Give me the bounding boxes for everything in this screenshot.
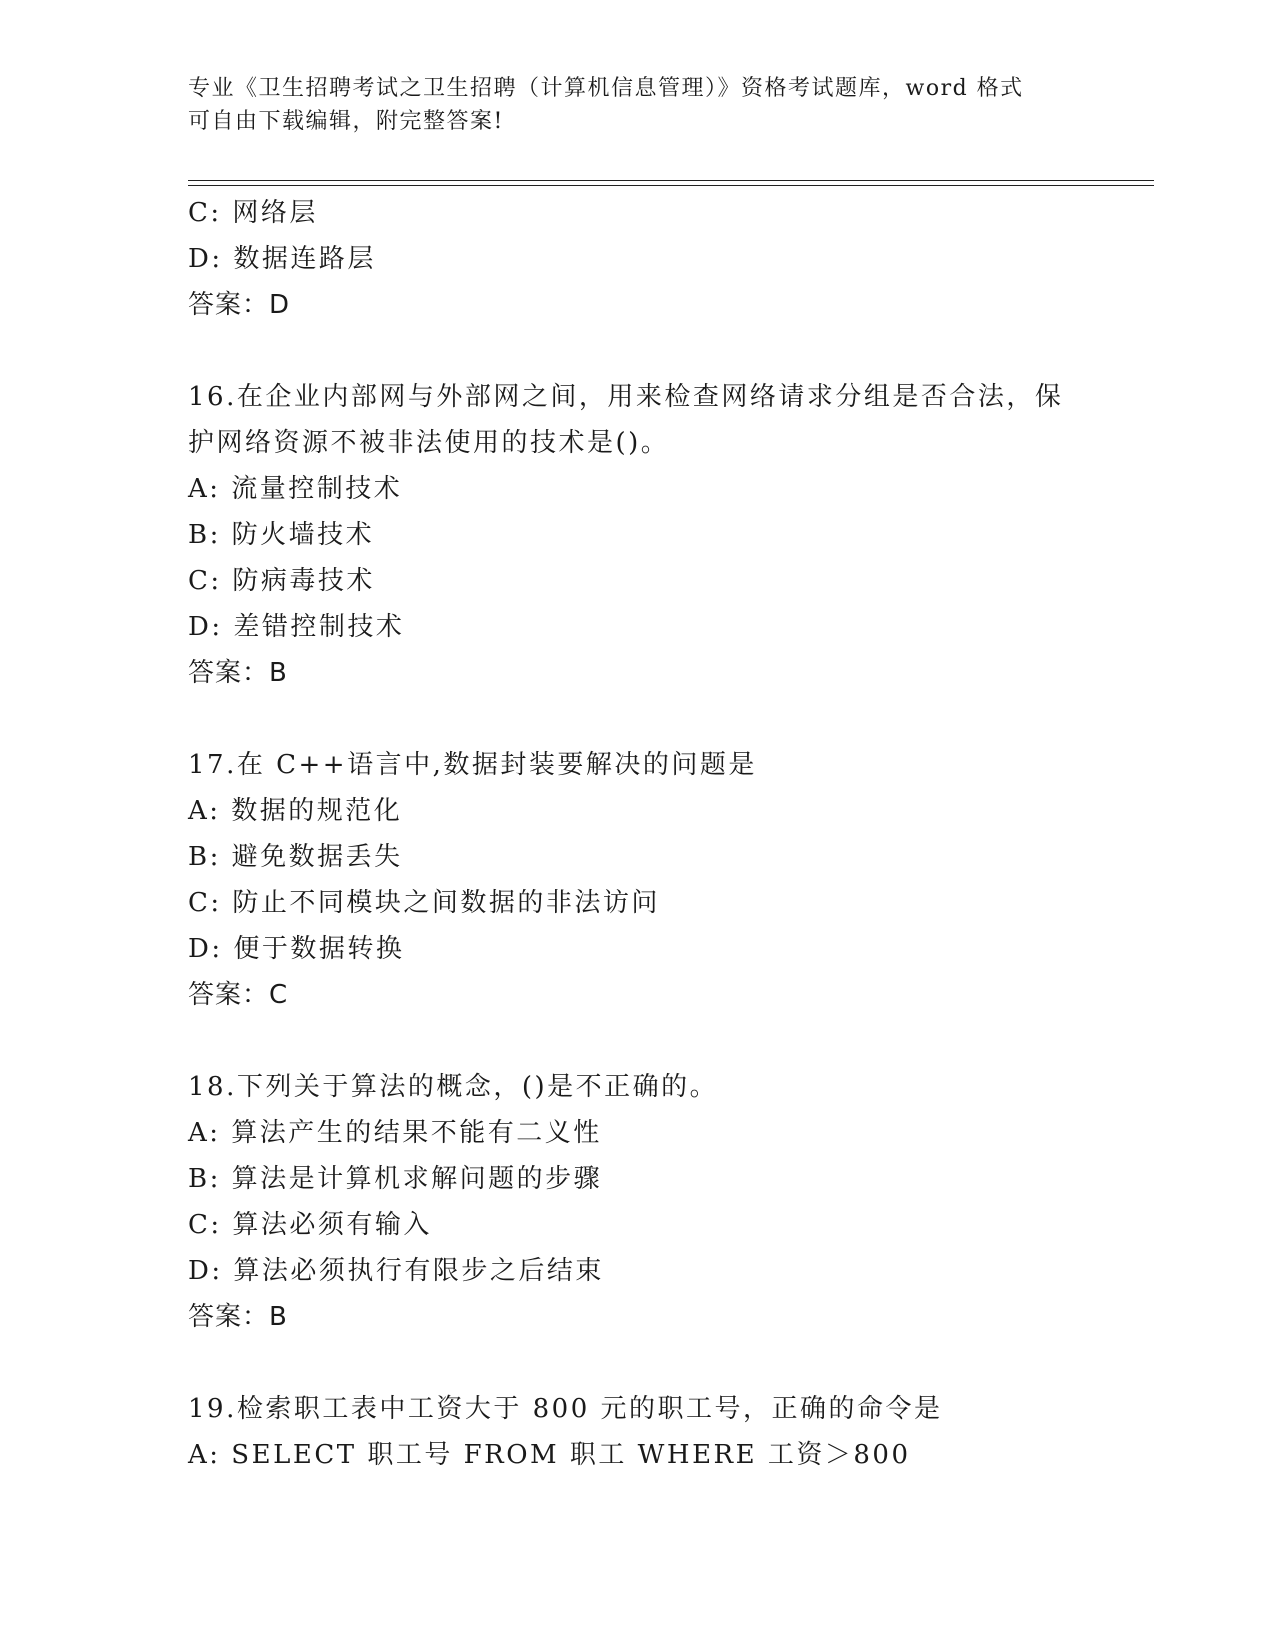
question-16-answer: 答案：B xyxy=(188,658,288,688)
document-header xyxy=(188,72,1088,138)
question-16-option-d: D: 差错控制技术 xyxy=(188,612,405,642)
question-17-option-a: A: 数据的规范化 xyxy=(188,796,403,826)
question-18-option-b: B: 算法是计算机求解问题的步骤 xyxy=(188,1164,603,1194)
answer-label: 答案：D xyxy=(188,290,291,320)
option-d: D: 数据连路层 xyxy=(188,244,376,274)
question-18-option-d: D: 算法必须执行有限步之后结束 xyxy=(188,1256,604,1286)
spacer xyxy=(188,1018,1088,1064)
header-line-2: 可自由下载编辑，附完整答案! xyxy=(188,109,504,134)
question-17-answer: 答案：C xyxy=(188,980,289,1010)
question-18-option-a: A: 算法产生的结果不能有二义性 xyxy=(188,1118,602,1148)
question-list xyxy=(188,190,1088,1478)
question-16-text-line-1: 16.在企业内部网与外部网之间，用来检查网络请求分组是否合法，保 xyxy=(188,382,1064,412)
question-16-option-c: C: 防病毒技术 xyxy=(188,566,375,596)
question-18-text: 18.下列关于算法的概念，()是不正确的。 xyxy=(188,1072,719,1102)
question-17-text: 17.在 C++语言中,数据封装要解决的问题是 xyxy=(188,750,757,780)
question-17-option-d: D: 便于数据转换 xyxy=(188,934,405,964)
question-16-text-line-2: 护网络资源不被非法使用的技术是()。 xyxy=(188,428,670,458)
header-rule-bottom xyxy=(188,185,1154,186)
question-17-option-c: C: 防止不同模块之间数据的非法访问 xyxy=(188,888,660,918)
header-rule-top xyxy=(188,180,1154,181)
question-19-text: 19.检索职工表中工资大于 800 元的职工号，正确的命令是 xyxy=(188,1394,943,1424)
question-18-option-c: C: 算法必须有输入 xyxy=(188,1210,432,1240)
spacer xyxy=(188,696,1088,742)
question-16-option-a: A: 流量控制技术 xyxy=(188,474,403,504)
header-line-1: 专业《卫生招聘考试之卫生招聘（计算机信息管理）》资格考试题库，word 格式 xyxy=(188,76,1024,101)
question-17-option-b: B: 避免数据丢失 xyxy=(188,842,403,872)
question-16-option-b: B: 防火墙技术 xyxy=(188,520,375,550)
question-19-option-a: A: SELECT 职工号 FROM 职工 WHERE 工资＞800 xyxy=(188,1440,911,1470)
question-18-answer: 答案：B xyxy=(188,1302,288,1332)
spacer xyxy=(188,1340,1088,1386)
spacer xyxy=(188,328,1088,374)
option-c: C: 网络层 xyxy=(188,198,318,228)
